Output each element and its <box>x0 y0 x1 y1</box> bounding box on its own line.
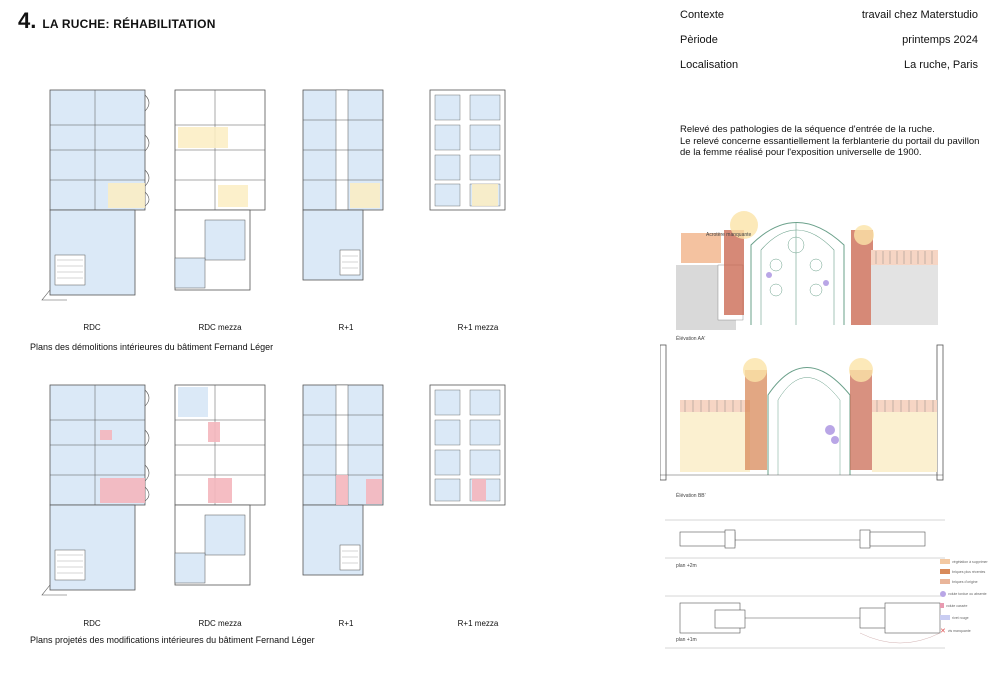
projected-plans <box>30 375 520 600</box>
meta-row-period <box>680 33 978 58</box>
plan-label-r1-mezza: R+1 mezza <box>457 619 499 628</box>
plan-label-rdc: RDC <box>83 619 101 628</box>
meta-value: travail chez Materstudio <box>861 9 978 21</box>
plan-plus-2m <box>660 512 945 567</box>
plan-r1-mezza <box>425 80 515 305</box>
plan-plus-1m-label: plan +1m <box>676 637 697 643</box>
cross-icon: ✕ <box>940 628 946 635</box>
meta-label: Localisation <box>680 59 739 71</box>
section-title: LA RUCHE: RÉHABILITATION <box>42 17 216 31</box>
legend-swatch <box>940 603 944 608</box>
plan-label-rdc-mezza: RDC mezza <box>198 323 242 332</box>
plan-rdc <box>40 375 160 600</box>
description-line-2: Le relevé concerne essantiellement la ferblanterie du portail du pavillon de la femme réalisé pour l'exposition universelle de 1900. <box>680 135 980 158</box>
legend-item: briques plus récentes <box>940 569 985 574</box>
plan-label-r1: R+1 <box>338 619 354 628</box>
elevation-bb-label: Élévation BB' <box>676 493 706 499</box>
plan-rdc <box>40 80 160 305</box>
legend-swatch <box>940 615 950 620</box>
plan-plus-2m-label: plan +2m <box>676 563 697 569</box>
description-line-1: Relevé des pathologies de la séquence d'entrée de la ruche. <box>680 124 935 135</box>
page-title <box>18 8 216 34</box>
plan-r1 <box>298 80 393 305</box>
plan-rdc-mezza <box>170 375 270 600</box>
project-meta <box>680 8 978 83</box>
elevation-aa <box>676 205 938 335</box>
meta-value: printemps 2024 <box>902 34 978 46</box>
legend-item: végétation à supprimer <box>940 559 988 564</box>
plan-label-r1: R+1 <box>338 323 354 332</box>
legend-item: briques d'origine <box>940 579 978 584</box>
section-number: 4. <box>18 8 37 33</box>
plan-label-rdc: RDC <box>83 323 101 332</box>
meta-row-location <box>680 58 978 83</box>
plan-rdc-mezza <box>170 80 270 305</box>
legend-item: ✕ vis manquante <box>940 628 971 635</box>
plan-label-r1-mezza: R+1 mezza <box>457 323 499 332</box>
meta-row-context <box>680 8 978 33</box>
meta-label: Pèriode <box>680 34 718 46</box>
legend-swatch <box>940 591 946 597</box>
demolition-plans <box>30 80 520 305</box>
legend-swatch <box>940 559 950 564</box>
missing-acroterion-note: Acrotère manquante <box>706 232 752 238</box>
plan-plus-1m <box>660 588 945 658</box>
meta-value: La ruche, Paris <box>904 59 978 71</box>
project-description <box>680 124 980 159</box>
legend-swatch <box>940 569 950 574</box>
legend-item: rivet rouge <box>940 615 969 620</box>
plan-r1 <box>298 375 393 600</box>
meta-label: Contexte <box>680 9 725 21</box>
legend-item: volute cassée <box>940 603 967 608</box>
legend-swatch <box>940 579 950 584</box>
plan-label-rdc-mezza: RDC mezza <box>198 619 242 628</box>
plan-r1-mezza <box>425 375 515 600</box>
demolition-caption: Plans des démolitions intérieures du bâtiment Fernand Léger <box>30 342 274 352</box>
legend-item: volute tordue ou absente <box>940 591 987 597</box>
elevation-bb <box>660 340 945 490</box>
projected-caption: Plans projetés des modifications intérieures du bâtiment Fernand Léger <box>30 635 315 645</box>
elevation-aa-label: Élévation AA' <box>676 336 706 342</box>
